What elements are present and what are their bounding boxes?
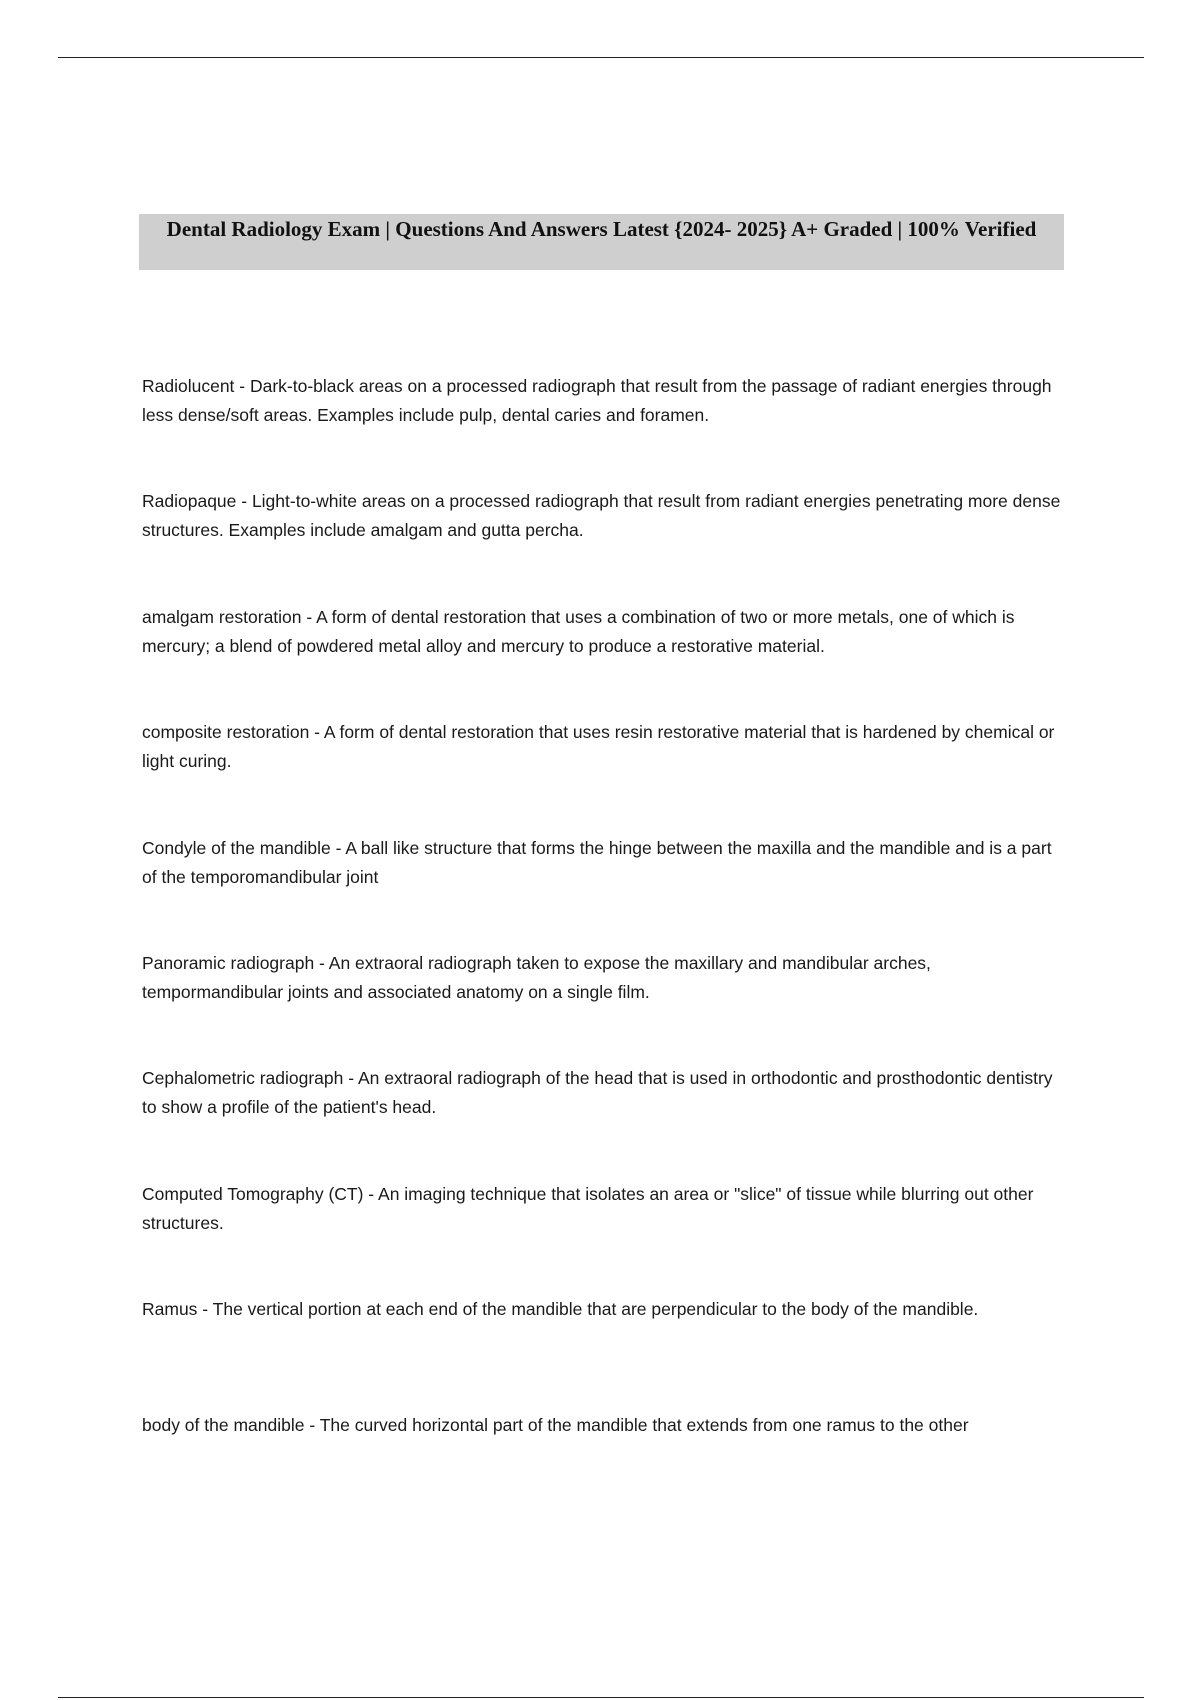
entry-text: Panoramic radiograph - An extraoral radiograph taken to expose the maxillary and mandibular arches, tempormandibular joints and associated anatomy on a single film. — [142, 952, 931, 1002]
entry-text: body of the mandible - The curved horizontal part of the mandible that extends from one ramus to the other — [142, 1414, 969, 1435]
entry-list — [142, 372, 1062, 1526]
document-title: Dental Radiology Exam | Questions And Answers Latest {2024- 2025} A+ Graded | 100% Verified — [166, 217, 1037, 241]
entry-text: amalgam restoration - A form of dental restoration that uses a combination of two or more metals, one of which is mercury; a blend of powdered metal alloy and mercury to produce a restorative material. — [142, 606, 1015, 656]
list-item — [142, 1295, 1062, 1410]
list-item — [142, 1064, 1062, 1179]
bottom-divider — [58, 1697, 1144, 1698]
list-item — [142, 718, 1062, 833]
list-item — [142, 372, 1062, 487]
entry-text: Radiopaque - Light-to-white areas on a processed radiograph that result from radiant energies penetrating more dense structures. Examples include amalgam and gutta percha. — [142, 491, 1061, 541]
entry-text: Condyle of the mandible - A ball like structure that forms the hinge between the maxilla and the mandible and is a part of the temporomandibular joint — [142, 837, 1052, 887]
list-item — [142, 1411, 1062, 1526]
list-item — [142, 1180, 1062, 1295]
list-item — [142, 487, 1062, 602]
list-item — [142, 834, 1062, 949]
entry-text: Cephalometric radiograph - An extraoral radiograph of the head that is used in orthodontic and prosthodontic dentistry to show a profile of the patient's head. — [142, 1068, 1053, 1118]
entry-text: Ramus - The vertical portion at each end of the mandible that are perpendicular to the body of the mandible. — [142, 1299, 979, 1320]
entry-text: Computed Tomography (CT) - An imaging technique that isolates an area or "slice" of tissue while blurring out other structures. — [142, 1183, 1034, 1233]
list-item — [142, 949, 1062, 1064]
list-item — [142, 603, 1062, 718]
title-banner — [139, 214, 1064, 270]
top-divider — [58, 57, 1144, 58]
entry-text: Radiolucent - Dark-to-black areas on a processed radiograph that result from the passage of radiant energies through less dense/soft areas. Examples include pulp, dental caries and foramen. — [142, 376, 1052, 425]
entry-text: composite restoration - A form of dental restoration that uses resin restorative material that is hardened by chemical or light curing. — [142, 722, 1055, 772]
